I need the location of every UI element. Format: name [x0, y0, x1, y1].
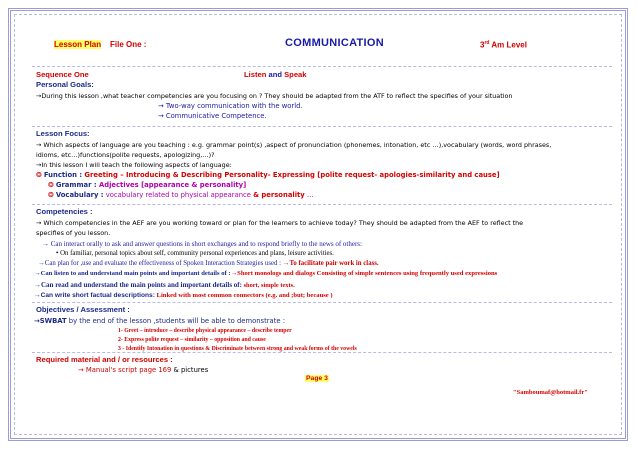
material-line: → Manual's script page 169 & pictures — [78, 366, 209, 374]
competency-1: → Can interact orally to ask and answer questions in short exchanges and to respond briefly to the news of others: — [42, 240, 362, 248]
competency-3: →Can listen to and understand main points and important details of :→Short monologs and dialogs Consisting of simple sentences using frequently used expressions — [34, 270, 498, 277]
listen-speak-label: Listen and Speak — [244, 70, 307, 79]
page-title: COMMUNICATION — [285, 37, 385, 49]
personal-goals-label: Personal Goals: — [36, 80, 94, 89]
bullet-icon: ❂ — [36, 171, 44, 179]
objective-2: 2- Express polite request – similarity – opposition and cause — [118, 337, 266, 343]
focus-line-2: idioms, etc…)functions(polite requests, apologizing,…)? — [36, 151, 215, 159]
header — [50, 37, 610, 51]
focus-line-1: → Which aspects of language are you teaching : e.g. grammar point(s) ,aspect of pronunciation (phonemes, intonation, etc …),vocabulary (words, word phrases, — [36, 141, 552, 149]
swbat-line: →SWBAT by the end of the lesson ,students will be able to demonstrate : — [34, 317, 286, 325]
competency-5: →Can write short factual descriptions: Linked with most common connectors (e.g. and ;but; because ) — [34, 292, 333, 299]
focus-line-3: →In this lesson I will teach the following aspects of language: — [36, 161, 232, 169]
competencies-line-1: → Which competencies in the AEF are you working toward or plan for the learners to achieve today? They should be adapted from the AEF to reflect the — [36, 219, 524, 227]
bullet-icon: ❂ — [48, 191, 56, 199]
competencies-line-2: specifies of you lesson. — [36, 229, 111, 237]
goal-item-1: → Two-way communication with the world. — [158, 102, 303, 110]
lesson-focus-label: Lesson Focus: — [36, 129, 90, 138]
objective-3: 3 - Identify Intonation in questions & Discriminate between strong and weak forms of the vowels — [118, 346, 357, 352]
function-row: ❂ Function : Greeting – Introducing & Describing Personality- Expressing [polite request- apologies-similarity and cause] — [36, 171, 500, 179]
grammar-row: ❂ Grammar : Adjectives [appearance & personality] — [48, 181, 247, 189]
competency-1-sub: • On familiar, personal topics about self, community personal experiences and plans, leisure activities. — [56, 250, 334, 257]
objectives-label: Objectives / Assessment : — [36, 305, 130, 314]
lesson-plan-label: Lesson Plan — [54, 40, 102, 49]
competencies-label: Competencies : — [36, 207, 93, 216]
footer-email: "Samboumaf@hotmail.fr" — [513, 389, 588, 396]
bullet-icon: ❂ — [48, 181, 56, 189]
objective-1: 1- Greet – introduce – describe physical appearance – describe temper — [118, 328, 292, 334]
competency-2: →Can plan for ,use and evaluate the effectiveness of Spoken Interaction Strategies used : →To facilitate pair work in class. — [38, 260, 379, 267]
vocabulary-row: ❂ Vocabulary : vocabulary related to physical appearance & personality … — [48, 191, 314, 199]
goal-item-2: → Communicative Competence. — [158, 112, 267, 120]
page-number: Page 3 — [306, 375, 328, 382]
competency-4: →Can read and understand the main points and important details of: short, simple texts. — [34, 281, 295, 289]
file-label: File One : — [110, 40, 147, 49]
sequence-label: Sequence One — [36, 70, 89, 79]
level-label: 3rd Am Level — [480, 40, 527, 50]
material-label: Required material and / or resources : — [36, 355, 173, 364]
goal-line: →During this lesson ,what teacher competencies are you focusing on ? They should be adapted from the ATF to reflect the specifies of your situation — [36, 92, 513, 100]
